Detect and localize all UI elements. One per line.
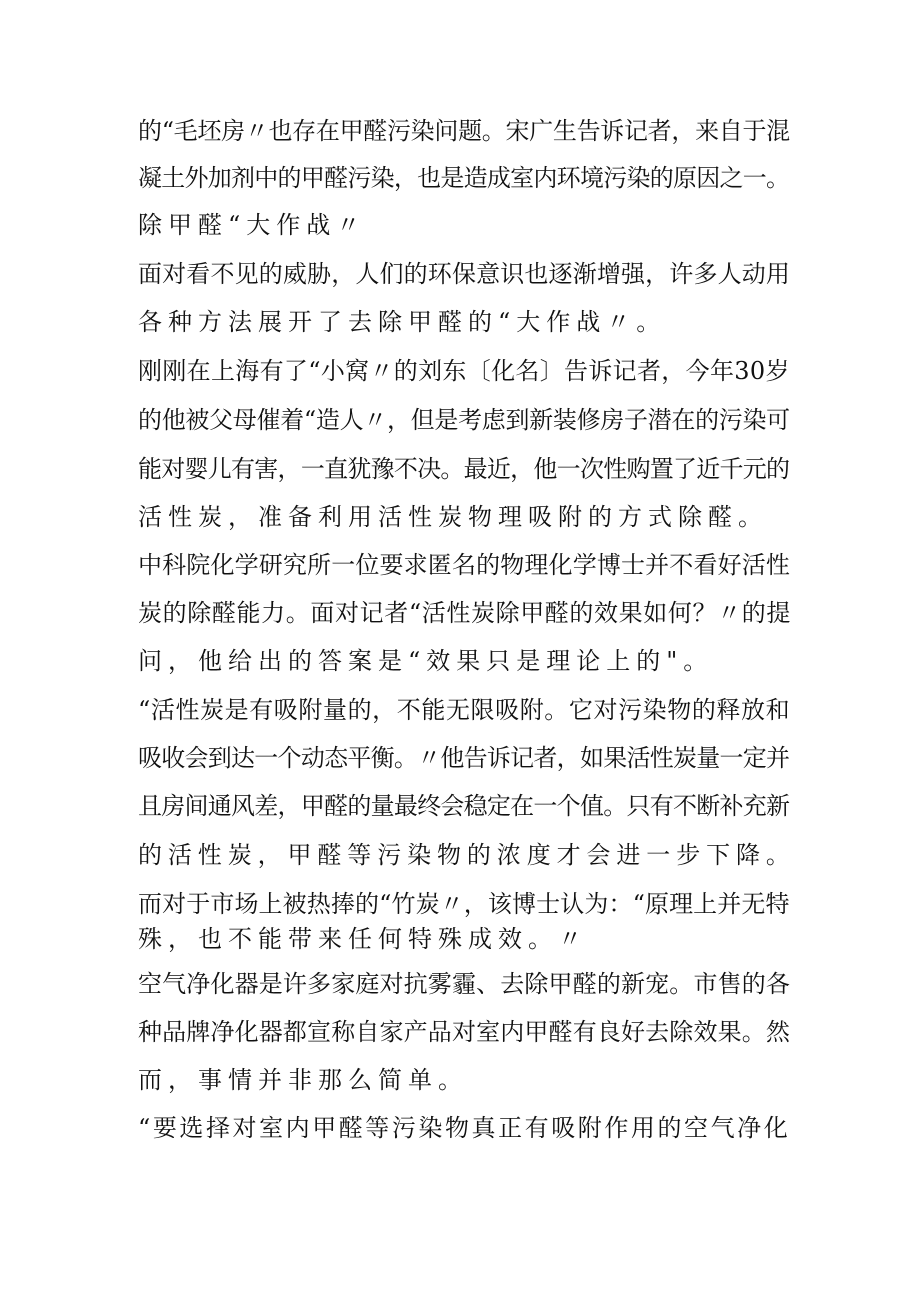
text-line: 殊，也不能带来任何特殊成效。〃	[138, 925, 588, 953]
text-line: 种品牌净化器都宣称自家产品对室内甲醛有良好去除效果。然	[138, 1018, 791, 1046]
text-line: 面对看不见的威胁，人们的环保意识也逐渐增强，许多人动用	[138, 260, 791, 288]
text-line: 活性炭，准备利用活性炭物理吸附的方式除醛。	[138, 503, 768, 531]
text-line: “要选择对室内甲醛等污染物真正有吸附作用的空气净化	[138, 1114, 791, 1142]
text-line: 的“毛坯房〃也存在甲醛污染问题。宋广生告诉记者，来自于混	[138, 117, 790, 145]
text-line: 而，事情并非那么简单。	[138, 1066, 468, 1094]
text-line: 能对婴儿有害，一直犹豫不决。最近，他一次性购置了近千元的	[138, 455, 790, 483]
text-line: 的活性炭，甲醛等污染物的浓度才会进一步下降。	[138, 841, 796, 869]
text-line: 各种方法展开了去除甲醛的“大作战〃。	[138, 308, 667, 336]
text-line: 的他被父母催着“造人〃，但是考虑到新装修房子潜在的污染可	[138, 406, 790, 434]
text-line: 凝土外加剂中的甲醛污染，也是造成室内环境污染的原因之一。	[138, 164, 790, 192]
text-line: 吸收会到达一个动态平衡。〃他告诉记者，如果活性炭量一定并	[138, 744, 790, 772]
text-line: 中科院化学研究所一位要求匿名的物理化学博士并不看好活性	[138, 551, 791, 579]
text-line: “活性炭是有吸附量的，不能无限吸附。它对污染物的释放和	[138, 696, 791, 724]
text-line: 空气净化器是许多家庭对抗雾霾、去除甲醛的新宠。市售的各	[138, 970, 791, 998]
text-line: 且房间通风差，甲醛的量最终会稳定在一个值。只有不断补充新	[138, 792, 790, 820]
text-line: 炭的除醛能力。面对记者“活性炭除甲醛的效果如何？〃的提	[138, 599, 792, 627]
text-line: 刚刚在上海有了“小窝〃的刘东〔化名〕告诉记者，今年30岁	[138, 357, 790, 385]
text-line: 问，他给出的答案是“效果只是理论上的"。	[138, 647, 714, 675]
text-line: 而对于市场上被热捧的“竹炭〃，该博士认为：“原理上并无特	[138, 890, 790, 918]
section-heading: 除甲醛“大作战〃	[138, 211, 367, 239]
